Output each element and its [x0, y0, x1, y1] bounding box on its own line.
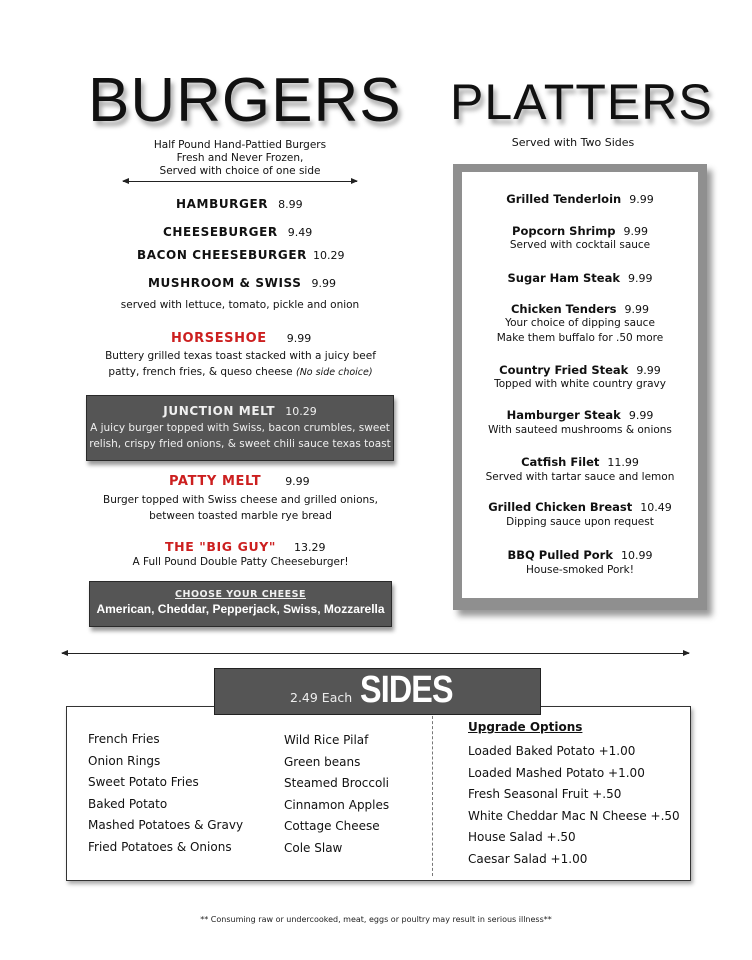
description-line: Buttery grilled texas toast stacked with a juicy beef [105, 350, 376, 362]
upgrade-item: Fresh Seasonal Fruit +.50 [468, 787, 622, 801]
side-item: Mashed Potatoes & Gravy [88, 818, 244, 832]
item-price: 8.99 [278, 198, 303, 211]
menu-item-junction-melt [87, 404, 393, 418]
country-fried-steak-description: Topped with white country gravy [494, 378, 666, 390]
side-item: Cinnamon Apples [284, 797, 390, 812]
side-item: Cottage Cheese [284, 819, 380, 833]
description-line [88, 364, 393, 381]
side-item: Sweet Potato Fries [88, 775, 199, 789]
item-price: 10.99 [621, 549, 653, 562]
item-price: 9.99 [286, 332, 312, 345]
cheese-heading: CHOOSE YOUR CHEESE [175, 589, 306, 600]
item-name: Popcorn Shrimp [512, 224, 616, 238]
sides-column-divider [432, 716, 433, 876]
item-name: Chicken Tenders [510, 302, 617, 316]
item-price: 10.29 [312, 249, 345, 262]
item-price: 9.99 [628, 409, 654, 422]
description-line: between toasted marble rye bread [149, 510, 332, 522]
description-text: patty, french fries, & queso cheese [108, 366, 296, 378]
platter-item-chicken-tenders [462, 302, 698, 316]
sides-column-2 [284, 730, 389, 859]
platter-item-country-fried-steak [462, 363, 698, 377]
side-item: Onion Rings [88, 753, 161, 768]
item-name: THE "BIG GUY" [165, 539, 276, 554]
patty-melt-description [88, 492, 393, 524]
menu-item-mushroom-swiss [148, 276, 336, 290]
item-price: 9.99 [629, 193, 654, 206]
description-line: Make them buffalo for .50 more [496, 332, 664, 344]
platter-item-popcorn-shrimp [462, 224, 698, 238]
item-price: 9.99 [636, 364, 661, 377]
side-item: Wild Rice Pilaf [284, 733, 369, 747]
upgrade-item: House Salad +.50 [468, 830, 576, 844]
menu-item-horseshoe [171, 331, 311, 346]
menu-item-bacon-cheeseburger [137, 248, 344, 262]
burgers-subtitle-line: Fresh and Never Frozen, [176, 152, 304, 164]
item-price: 13.29 [293, 541, 326, 554]
item-name: BBQ Pulled Pork [507, 548, 613, 562]
upgrade-item: Caesar Salad +1.00 [468, 851, 588, 866]
item-name: HAMBURGER [176, 197, 269, 211]
burgers-subtitle [110, 139, 370, 178]
upgrade-options-heading: Upgrade Options [468, 720, 583, 734]
description-line: Burger topped with Swiss cheese and grilled onions, [103, 494, 378, 506]
platter-item-sugar-ham-steak [462, 271, 698, 285]
burgers-divider-arrow [123, 181, 357, 182]
junction-melt-description [87, 420, 393, 452]
item-price: 11.99 [607, 456, 639, 469]
burgers-subtitle-line: Half Pound Hand-Pattied Burgers [153, 139, 327, 151]
hamburger-steak-description: With sauteed mushrooms & onions [488, 424, 672, 436]
side-item: Green beans [284, 754, 361, 769]
sides-column-1 [88, 729, 243, 858]
burgers-common-description: served with lettuce, tomato, pickle and onion [120, 299, 360, 311]
item-name: BACON CHEESEBURGER [137, 248, 307, 262]
upgrade-item: Loaded Baked Potato +1.00 [468, 744, 636, 758]
menu-item-cheeseburger [163, 225, 312, 239]
side-item: Fried Potatoes & Onions [88, 839, 232, 854]
side-item: Cole Slaw [284, 840, 343, 855]
choose-cheese-panel [89, 581, 392, 627]
burgers-subtitle-line: Served with choice of one side [159, 165, 321, 177]
popcorn-shrimp-description: Served with cocktail sauce [509, 239, 651, 251]
upgrade-options-list [468, 741, 680, 870]
food-safety-disclaimer: ** Consuming raw or undercooked, meat, eggs or poultry may result in serious illness** [200, 915, 552, 924]
description-line: A juicy burger topped with Swiss, bacon crumbles, sweet [90, 422, 390, 434]
grilled-chicken-breast-description: Dipping sauce upon request [506, 516, 654, 528]
description-line: Your choice of dipping sauce [505, 317, 655, 329]
big-guy-description: A Full Pound Double Patty Cheeseburger! [132, 556, 349, 568]
platter-item-hamburger-steak [462, 408, 698, 422]
item-name: CHEESEBURGER [163, 225, 278, 239]
upgrade-item: White Cheddar Mac N Cheese +.50 [468, 808, 680, 823]
side-item: Baked Potato [88, 796, 168, 811]
item-name: Sugar Ham Steak [507, 271, 620, 285]
item-price: 9.99 [285, 475, 310, 488]
side-item: Steamed Broccoli [284, 776, 390, 790]
sides-heading: SIDES [360, 669, 453, 711]
upgrade-item: Loaded Mashed Potato +1.00 [468, 765, 645, 780]
chicken-tenders-description [462, 316, 698, 346]
platters-heading: PLATTERS [450, 74, 713, 130]
item-price: 9.49 [287, 226, 313, 239]
bbq-pulled-pork-description: House-smoked Pork! [526, 564, 634, 576]
cheese-options: American, Cheddar, Pepperjack, Swiss, Mozzarella [96, 602, 385, 616]
platter-item-grilled-tenderloin [462, 192, 698, 206]
item-name: JUNCTION MELT [163, 404, 276, 418]
sides-price: 2.49 Each [290, 690, 353, 705]
item-name: HORSESHOE [171, 331, 267, 346]
item-name: Catfish Filet [521, 455, 600, 469]
item-name: Hamburger Steak [506, 408, 621, 422]
item-name: Country Fried Steak [499, 363, 629, 377]
horseshoe-description [88, 348, 393, 381]
item-price: 9.99 [623, 225, 648, 238]
junction-melt-panel [86, 395, 394, 461]
item-name: PATTY MELT [169, 474, 262, 489]
no-side-note: (No side choice) [295, 367, 373, 378]
item-price: 9.99 [628, 272, 653, 285]
item-name: MUSHROOM & SWISS [148, 276, 302, 290]
platter-item-bbq-pulled-pork [462, 548, 698, 562]
item-price: 10.29 [285, 405, 317, 418]
sides-divider-arrow [62, 653, 689, 654]
description-line: relish, crispy fried onions, & sweet chili sauce texas toast [89, 438, 391, 450]
menu-item-hamburger [176, 197, 303, 211]
catfish-filet-description: Served with tartar sauce and lemon [485, 471, 675, 483]
item-price: 10.49 [640, 501, 672, 514]
side-item: French Fries [88, 732, 160, 746]
platter-item-catfish-filet [462, 455, 698, 469]
platters-subtitle: Served with Two Sides [511, 136, 635, 149]
burgers-heading: BURGERS [88, 66, 402, 135]
menu-item-patty-melt [169, 474, 310, 489]
item-price: 9.99 [624, 303, 650, 316]
item-name: Grilled Tenderloin [506, 192, 622, 206]
item-price: 9.99 [311, 277, 336, 290]
menu-item-big-guy [165, 539, 325, 554]
item-name: Grilled Chicken Breast [488, 500, 633, 514]
platter-item-grilled-chicken-breast [462, 500, 698, 514]
